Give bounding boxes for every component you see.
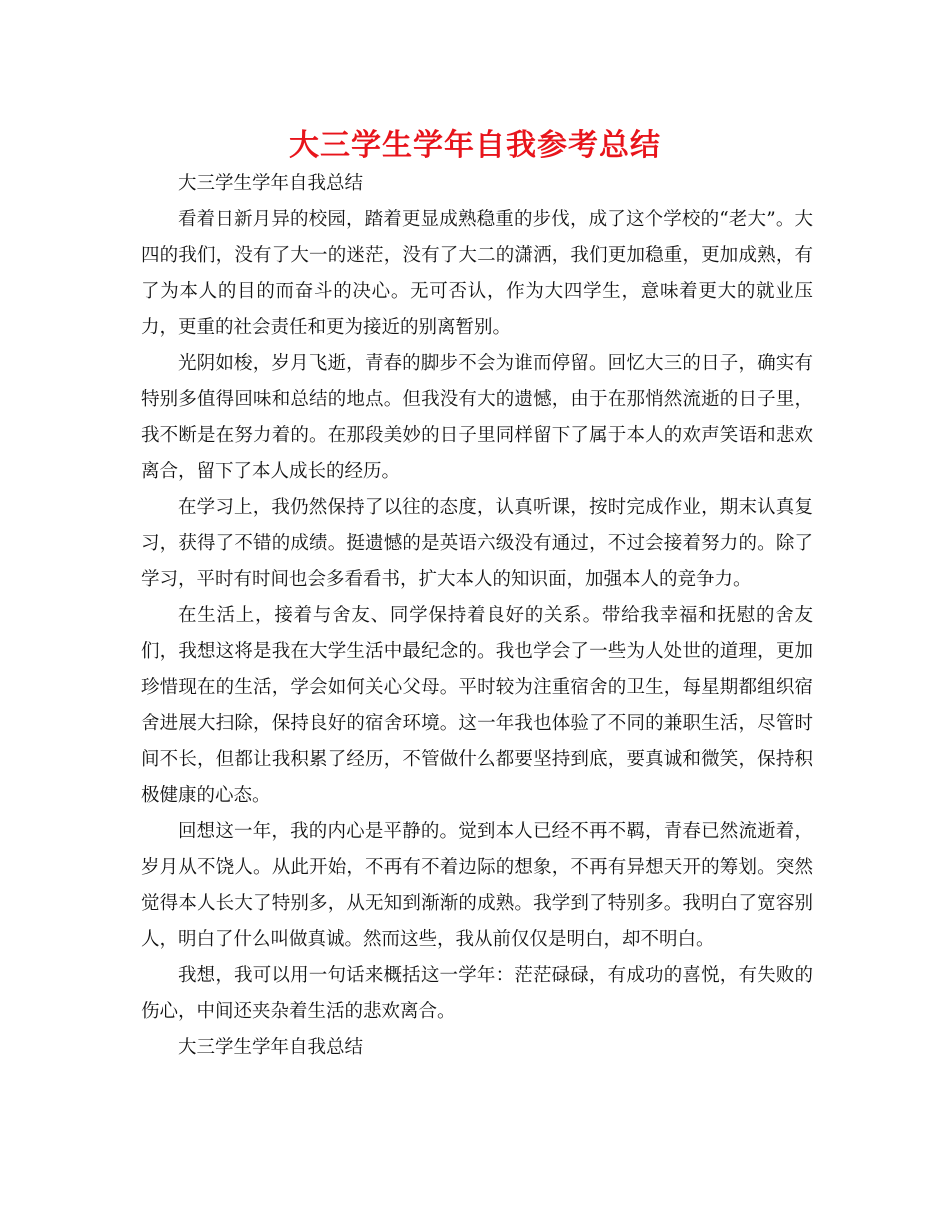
paragraph-subtitle: 大三学生学年自我总结 [178, 173, 364, 194]
document-title: 大三学生学年自我参考总结 [289, 128, 661, 163]
paragraph-closing-heading: 大三学生学年自我总结 [178, 1037, 364, 1058]
paragraph-reflection: 回想这一年，我的内心是平静的。觉到本人已经不再不羁，青春已然流逝着，岁月从不饶人。从此开始，不再有不着边际的想象，不再有异想天开的筹划。突然觉得本人长大了特别多，从无知到渐渐的成熟。我学到了特别多。我明白了宽容别人，明白了什么叫做真诚。然而这些，我从前仅仅是明白，却不明白。 [141, 821, 813, 950]
paragraph-intro: 看着日新月异的校园，踏着更显成熟稳重的步伐，成了这个学校的“老大”。大四的我们，没有了大一的迷茫，没有了大二的潇洒，我们更加稳重，更加成熟，有了为本人的目的而奋斗的决心。无可否认，作为大四学生，意味着更大的就业压力，更重的社会责任和更为接近的别离暂别。 [141, 209, 813, 338]
paragraph-time: 光阴如梭，岁月飞逝，青春的脚步不会为谁而停留。回忆大三的日子，确实有特别多值得回味和总结的地点。但我没有大的遗憾，由于在那悄然流逝的日子里，我不断是在努力着的。在那段美妙的日子里同样留下了属于本人的欢声笑语和悲欢离合，留下了本人成长的经历。 [141, 353, 813, 482]
paragraph-summary: 我想，我可以用一句话来概括这一学年：茫茫碌碌，有成功的喜悦，有失败的伤心，中间还夹杂着生活的悲欢离合。 [141, 965, 813, 1022]
paragraph-life: 在生活上，接着与舍友、同学保持着良好的关系。带给我幸福和抚慰的舍友们，我想这将是我在大学生活中最纪念的。我也学会了一些为人处世的道理，更加珍惜现在的生活，学会如何关心父母。平时较为注重宿舍的卫生，每星期都组织宿舍进展大扫除，保持良好的宿舍环境。这一年我也体验了不同的兼职生活，尽管时间不长，但都让我积累了经历，不管做什么都要坚持到底，要真诚和微笑，保持积极健康的心态。 [141, 605, 813, 806]
paragraph-study: 在学习上，我仍然保持了以往的态度，认真听课，按时完成作业，期末认真复习，获得了不错的成绩。挺遗憾的是英语六级没有通过，不过会接着努力的。除了学习，平时有时间也会多看看书，扩大本人的知识面，加强本人的竞争力。 [141, 497, 813, 590]
document-body [141, 166, 813, 1066]
